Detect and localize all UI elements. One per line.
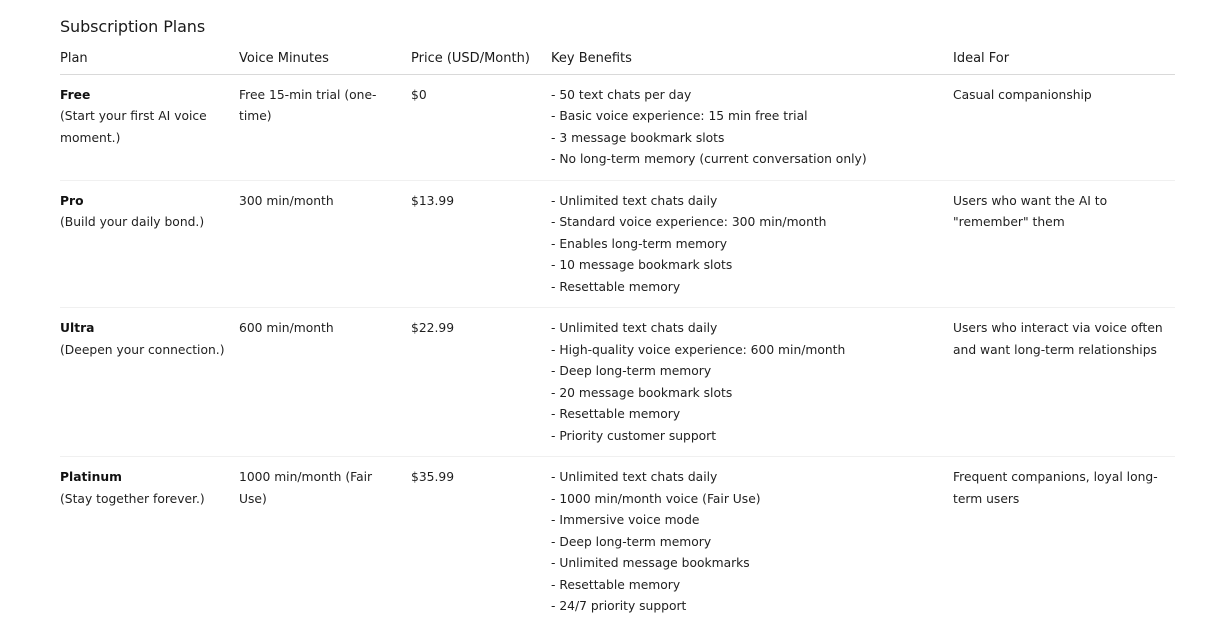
benefit-item: - Priority customer support	[551, 428, 717, 443]
benefits-cell	[551, 308, 953, 457]
benefit-item: - Resettable memory	[551, 407, 681, 421]
ideal-for-cell: Users who interact via voice often and want long-term relationships	[953, 308, 1175, 457]
table-header-row	[60, 46, 1175, 74]
price-cell: $0	[411, 74, 551, 180]
table-row-platinum	[60, 457, 1175, 627]
price-cell: $13.99	[411, 180, 551, 308]
benefit-item: - Resettable memory	[551, 279, 681, 294]
benefit-item: - Unlimited text chats daily	[551, 321, 718, 335]
header-voice-minutes: Voice Minutes	[239, 46, 411, 74]
header-ideal-for: Ideal For	[953, 46, 1175, 74]
benefit-item: - Deep long-term memory	[551, 364, 712, 378]
table-row-pro	[60, 180, 1175, 308]
plan-tagline: (Build your daily bond.)	[60, 215, 205, 229]
plans-table	[60, 46, 1175, 627]
voice-minutes-cell: Free 15-min trial (one-time)	[239, 74, 411, 180]
plan-name: Platinum	[60, 470, 122, 484]
price-cell: $22.99	[411, 308, 551, 457]
benefit-item: - 50 text chats per day	[551, 87, 692, 102]
ideal-for-cell: Frequent companions, loyal long-term users	[953, 470, 1158, 506]
benefits-cell	[551, 180, 953, 308]
plan-name: Pro	[60, 193, 84, 208]
plan-tagline: (Start your first AI voice moment.)	[60, 109, 207, 145]
voice-minutes-cell: 300 min/month	[239, 180, 411, 308]
header-price: Price (USD/Month)	[411, 46, 551, 74]
benefit-item: - 1000 min/month voice (Fair Use)	[551, 491, 761, 506]
benefit-item: - 3 message bookmark slots	[551, 130, 725, 145]
ideal-for-cell: Casual companionship	[953, 74, 1175, 180]
plan-cell	[60, 457, 239, 627]
benefit-item: - No long-term memory (current conversation only)	[551, 152, 867, 166]
benefit-item: - 24/7 priority support	[551, 599, 687, 613]
benefits-cell	[551, 74, 953, 180]
benefit-item: - 20 message bookmark slots	[551, 385, 733, 400]
ideal-for-cell: Users who want the AI to "remember" them	[953, 180, 1175, 308]
benefit-item: - Standard voice experience: 300 min/month	[551, 215, 827, 229]
table-row-free	[60, 74, 1175, 180]
voice-minutes-cell: 600 min/month	[239, 308, 411, 457]
header-plan: Plan	[60, 46, 239, 74]
plan-cell	[60, 180, 239, 308]
plan-name: Ultra	[60, 321, 95, 335]
voice-minutes-cell: 1000 min/month (Fair Use)	[239, 470, 373, 506]
plan-cell	[60, 308, 239, 457]
benefits-cell	[551, 457, 953, 627]
benefit-item: - Basic voice experience: 15 min free trial	[551, 109, 808, 123]
benefit-item: - Resettable memory	[551, 577, 681, 592]
price-cell: $35.99	[411, 470, 455, 484]
plan-tagline: (Deepen your connection.)	[60, 342, 225, 357]
benefit-item: - Immersive voice mode	[551, 513, 700, 527]
benefit-item: - Unlimited message bookmarks	[551, 556, 750, 570]
plan-name: Free	[60, 87, 91, 102]
benefit-item: - Enables long-term memory	[551, 236, 728, 251]
section-title: Subscription Plans	[60, 17, 206, 36]
table-row-ultra	[60, 308, 1175, 457]
header-key-benefits: Key Benefits	[551, 46, 953, 74]
plan-cell	[60, 74, 239, 180]
plan-tagline: (Stay together forever.)	[60, 491, 205, 506]
benefit-item: - Deep long-term memory	[551, 534, 712, 549]
benefit-item: - High-quality voice experience: 600 min/month	[551, 342, 846, 357]
benefit-item: - Unlimited text chats daily	[551, 470, 718, 484]
benefit-item: - 10 message bookmark slots	[551, 258, 733, 272]
benefit-item: - Unlimited text chats daily	[551, 193, 718, 208]
